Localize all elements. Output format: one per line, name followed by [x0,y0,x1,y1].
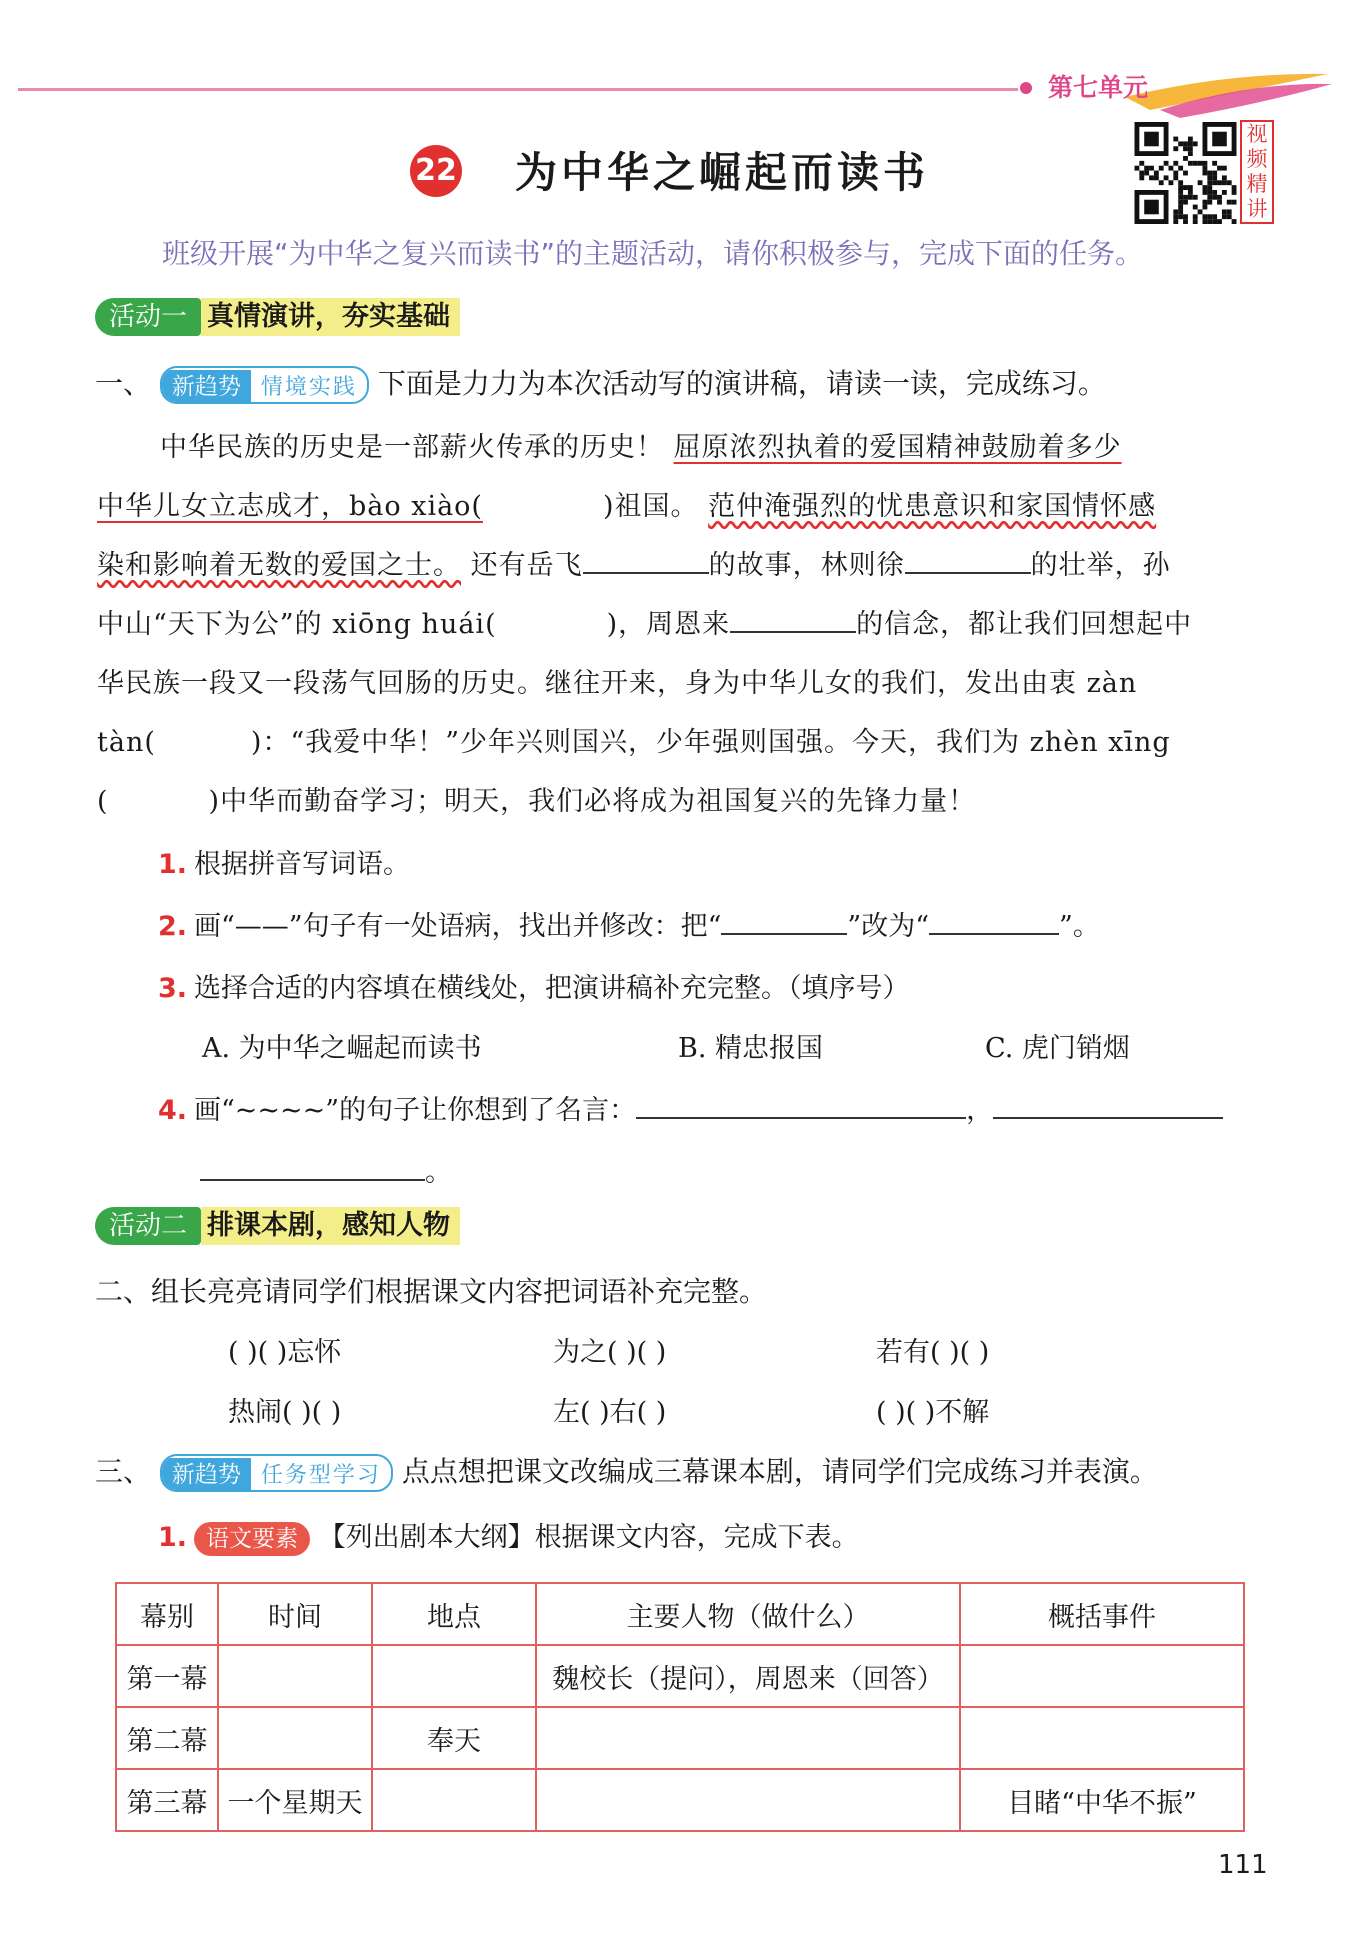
table-cell: 第二幕 [116,1707,218,1769]
activity-one-bar [95,298,460,336]
idiom-blank-4[interactable]: 热闹( )( ) [228,1397,342,1428]
sub-text: 根据拼音写词语。 [194,849,410,880]
straight-underlined-sentence: 屈原浓烈执着的爱国精神鼓励着多少 [673,432,1122,463]
sub-text: 画“~~~~”的句子让你想到了名言： [194,1095,637,1126]
table-cell: 一个星期天 [218,1769,372,1831]
text-span: )：“我爱中华！”少年兴则国兴，少年强则国强。今天，我们为 zhèn xīng [250,727,1171,758]
text-span: )中华而勤奋学习；明天，我们必将成为祖国复兴的先锋力量！ [208,786,977,817]
table-cell: 第一幕 [116,1645,218,1707]
text-span: 的壮举，孙 [1030,550,1171,581]
qr-code-icon[interactable] [1133,122,1238,224]
trend-badge-type: 任务型学习 [260,1463,381,1488]
lesson-title: 为中华之崛起而读书 [515,148,930,197]
text-span: 的信念，都让我们回想起中 [856,609,1193,640]
text-span: 的故事，林则徐 [708,550,905,581]
wavy-underlined-sentence: 染和影响着无数的爱国之士。 [97,550,461,581]
video-lecture-label [1240,120,1274,224]
sub-question-2 [158,904,1100,943]
trend-badge [160,1454,393,1492]
sub-number: 2. [158,911,188,942]
question-one-text: 下面是力力为本次活动写的演讲稿，请读一读，完成练习。 [377,367,1106,400]
language-element-badge: 语文要素 [194,1522,310,1556]
fill-blank[interactable] [721,907,847,935]
table-header: 幕别 [116,1583,218,1645]
question-two-heading: 二、组长亮亮请同学们根据课文内容把词语补充完整。 [95,1275,768,1308]
text-span: 华民族一段又一段荡气回肠的历史。继往开来，身为中华儿女的我们，发出由衷 zàn [97,668,1138,699]
table-cell[interactable] [372,1645,536,1707]
speech-line-4 [97,602,1192,641]
speech-line-1 [160,425,1122,464]
table-row [116,1707,1244,1769]
table-cell[interactable] [536,1707,960,1769]
option-a[interactable]: A. 为中华之崛起而读书 [202,1033,482,1064]
option-c[interactable]: C. 虎门销烟 [985,1033,1130,1064]
sub-number: 4. [158,1095,188,1126]
question-three-text: 点点想把课文改编成三幕课本剧，请同学们完成练习并表演。 [401,1455,1158,1488]
speech-line-2 [97,484,1156,523]
table-cell[interactable] [960,1645,1244,1707]
fill-blank[interactable] [200,1153,425,1181]
sub-text: 。 [425,1157,452,1188]
text-span: tàn( [97,727,156,758]
speech-line-6 [97,720,1171,759]
table-cell: 目睹“中华不振” [960,1769,1244,1831]
question-number: 一、 [95,367,152,400]
table-cell[interactable] [372,1769,536,1831]
fill-blank[interactable] [583,546,709,574]
sub-number: 3. [158,973,188,1004]
sub-question-4 [158,1088,1223,1127]
fill-blank[interactable] [730,605,856,633]
table-row [116,1769,1244,1831]
table-header-row [116,1583,1244,1645]
sub-number: 1. [158,849,188,880]
table-header: 时间 [218,1583,372,1645]
table-header: 主要人物（做什么） [536,1583,960,1645]
text-span: )，周恩来 [606,609,731,640]
idiom-blank-5[interactable]: 左( )右( ) [553,1397,667,1428]
table-cell[interactable] [218,1645,372,1707]
text-span: 中华民族的历史是一部薪火传承的历史！ [160,432,664,463]
idiom-blank-1[interactable]: ( )( )忘怀 [228,1337,342,1368]
table-cell[interactable] [218,1707,372,1769]
q3-sub-question-1 [158,1515,859,1556]
table-cell: 魏校长（提问），周恩来（回答） [536,1645,960,1707]
activity-two-title: 排课本剧，感知人物 [201,1207,460,1245]
intro-text: 班级开展“为中华之复兴而读书”的主题活动，请你积极参与，完成下面的任务。 [162,237,1144,270]
header-line [18,88,1018,91]
activity-one-title: 真情演讲，夯实基础 [201,298,460,336]
sub-question-1 [158,842,410,881]
sub-question-3 [158,966,910,1005]
speech-line-3 [97,543,1171,582]
trend-badge-label: 新趋势 [162,370,251,404]
idiom-blank-3[interactable]: 若有( )( ) [876,1337,990,1368]
table-header: 概括事件 [960,1583,1244,1645]
wavy-underlined-sentence: 范仲淹强烈的忧患意识和家国情怀感 [708,491,1157,522]
qr-label-char: 精 [1246,172,1268,196]
qr-label-char: 视 [1246,122,1268,146]
trend-badge-type: 情境实践 [260,375,357,400]
fill-blank[interactable] [993,1091,1223,1119]
text-span: )祖国。 [602,491,699,522]
script-outline-table [115,1582,1245,1832]
table-header: 地点 [372,1583,536,1645]
idiom-blank-6[interactable]: ( )( )不解 [876,1397,990,1428]
sub-question-4-cont [200,1150,452,1189]
table-cell: 第三幕 [116,1769,218,1831]
sub-number: 1. [158,1522,188,1553]
speech-line-7 [97,779,976,818]
sub-text: ”。 [1059,911,1100,942]
activity-two-tag: 活动二 [95,1207,201,1245]
sub-text: ”改为“ [847,911,930,942]
question-one-heading [95,362,1106,404]
idiom-blank-2[interactable]: 为之( )( ) [553,1337,667,1368]
table-row [116,1645,1244,1707]
sub-text: 选择合适的内容填在横线处，把演讲稿补充完整。（填序号） [194,973,910,1004]
activity-one-tag: 活动一 [95,298,201,336]
fill-blank[interactable] [905,546,1031,574]
sub-text: 画“——”句子有一处语病，找出并修改：把“ [194,911,722,942]
qr-label-char: 讲 [1246,197,1268,221]
text-span: 中山“天下为公”的 xiōng huái( [97,609,497,640]
text-span: 还有岳飞 [470,550,583,581]
lesson-number-badge: 22 [410,145,462,197]
unit-label: 第七单元 [1048,73,1149,102]
sub-text: ， [966,1095,994,1126]
table-cell[interactable] [536,1769,960,1831]
text-span: ( [97,786,109,817]
sub-text: 【列出剧本大纲】根据课文内容，完成下表。 [318,1522,859,1553]
qr-label-char: 频 [1246,147,1268,171]
page-number: 111 [1218,1850,1268,1880]
question-three-heading [95,1450,1158,1492]
fill-blank[interactable] [929,907,1059,935]
trend-badge-label: 新趋势 [162,1458,251,1492]
option-b[interactable]: B. 精忠报国 [678,1033,824,1064]
table-cell[interactable] [960,1707,1244,1769]
trend-badge [160,366,369,404]
fill-blank[interactable] [636,1091,966,1119]
straight-underlined-sentence: 中华儿女立志成才，bào xiào( [97,491,483,522]
table-cell: 奉天 [372,1707,536,1769]
speech-line-5 [97,661,1137,700]
activity-two-bar [95,1207,460,1245]
question-number: 三、 [95,1455,152,1488]
